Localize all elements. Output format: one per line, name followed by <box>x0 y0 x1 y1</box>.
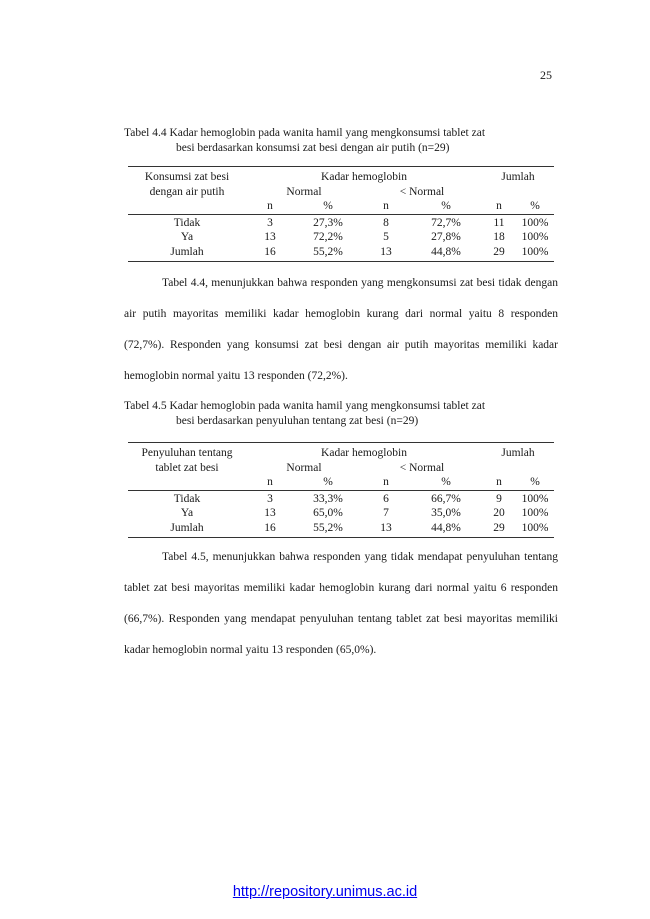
table-cell: 7 <box>383 507 389 519</box>
subheader-cell: % <box>410 199 482 214</box>
subheader-cell: % <box>516 199 554 214</box>
table-cell: 100% <box>521 492 549 505</box>
table-cell: 13 <box>264 507 276 519</box>
table-cell: 6 <box>383 492 389 505</box>
table-cell: 13 <box>380 245 392 258</box>
header-row <box>128 185 554 200</box>
row-label: Tidak <box>173 216 201 229</box>
subheader-cell: n <box>362 475 410 490</box>
row-label: Ya <box>180 231 194 243</box>
subheader-cell: % <box>294 475 362 490</box>
column-header: < Normal <box>399 461 445 474</box>
paragraph-text: Tabel 4.5, menunjukkan bahwa responden yang tidak mendapat penyuluhan tentang tablet zat besi mayoritas memiliki kadar hemoglobin kurang dari normal yaitu 6 responden (66,7%). Responden yang mendapat penyuluhan tentang tablet zat besi mayoritas memiliki kadar hemoglobin normal yaitu 13 responden (65,0%). <box>124 551 558 656</box>
column-group-header: Kadar hemoglobin <box>321 171 407 183</box>
row-label: Jumlah <box>170 521 204 534</box>
caption-line: besi berdasarkan konsumsi zat besi dengan air putih (n=29) <box>176 142 450 154</box>
table-cell: 8 <box>383 216 389 229</box>
subheader-cell: % <box>410 475 482 490</box>
table-caption <box>124 399 558 429</box>
header-row <box>128 443 554 461</box>
table-row <box>128 506 554 521</box>
repository-link[interactable]: http://repository.unimus.ac.id <box>232 884 418 900</box>
table-cell: 16 <box>264 245 276 258</box>
table-cell: 72,2% <box>313 231 343 243</box>
caption-line: besi berdasarkan penyuluhan tentang zat besi (n=29) <box>176 415 419 427</box>
table-caption <box>124 126 558 156</box>
table-cell: 27,8% <box>431 231 461 243</box>
body-paragraph <box>124 542 558 666</box>
table-cell: 13 <box>380 521 392 534</box>
table-cell: 29 <box>493 521 505 534</box>
table-cell: 100% <box>521 231 549 243</box>
subheader-cell: n <box>246 199 294 214</box>
table-cell: 55,2% <box>313 245 343 258</box>
subheader-cell: n <box>246 475 294 490</box>
table-cell: 100% <box>521 245 549 258</box>
paragraph-text: Tabel 4.4, menunjukkan bahwa responden yang mengkonsumsi zat besi tidak dengan air putih mayoritas memiliki kadar hemoglobin kurang dari normal yaitu 8 responden (72,7%). Responden yang konsumsi zat besi dengan air putih mayoritas memiliki kadar hemoglobin normal yaitu 13 responden (72,2%). <box>124 277 558 382</box>
table-cell: 55,2% <box>313 521 343 534</box>
row-label: Ya <box>180 507 194 519</box>
subheader-cell: n <box>362 199 410 214</box>
page-number: 25 <box>540 68 552 82</box>
table-cell: 100% <box>521 216 549 229</box>
table-cell: 16 <box>264 521 276 534</box>
table-cell: 3 <box>267 492 273 505</box>
table-cell: 3 <box>267 216 273 229</box>
header-row <box>128 167 554 185</box>
column-header: Penyuluhan tentang <box>141 447 233 459</box>
header-row <box>128 461 554 476</box>
table-cell: 13 <box>264 231 276 243</box>
column-header: tablet zat besi <box>155 461 219 474</box>
column-header: Normal <box>286 461 322 474</box>
table-row <box>128 230 554 245</box>
table-cell: 5 <box>383 231 389 243</box>
table-cell: 66,7% <box>431 492 461 505</box>
data-table <box>128 166 554 262</box>
column-header: < Normal <box>399 185 445 198</box>
table-row <box>128 490 554 506</box>
table-cell: 100% <box>521 507 549 519</box>
subheader-cell: n <box>482 199 516 214</box>
caption-line: Tabel 4.4 Kadar hemoglobin pada wanita hamil yang mengkonsumsi tablet zat <box>124 127 486 139</box>
column-group-header: Kadar hemoglobin <box>321 447 407 459</box>
subheader-cell: % <box>294 199 362 214</box>
table-cell: 33,3% <box>313 492 343 505</box>
column-header: dengan air putih <box>149 185 225 198</box>
table-cell: 65,0% <box>313 507 343 519</box>
data-table <box>128 442 554 538</box>
table-row <box>128 245 554 262</box>
table-row <box>128 214 554 230</box>
table-cell: 11 <box>493 216 505 229</box>
subheader-cell: n <box>482 475 516 490</box>
body-paragraph <box>124 268 558 392</box>
table-cell: 72,7% <box>431 216 461 229</box>
row-label: Jumlah <box>170 245 204 258</box>
table-row <box>128 521 554 538</box>
table-cell: 44,8% <box>431 245 461 258</box>
column-header: Normal <box>286 185 322 198</box>
column-header: Jumlah <box>501 171 535 183</box>
table-cell: 18 <box>493 231 505 243</box>
row-label: Tidak <box>173 492 201 505</box>
table-cell: 100% <box>521 521 549 534</box>
subheader-row <box>128 199 554 214</box>
table-cell: 35,0% <box>431 507 461 519</box>
column-header: Jumlah <box>501 447 535 459</box>
table-cell: 20 <box>493 507 505 519</box>
table-cell: 9 <box>496 492 502 505</box>
column-header: Konsumsi zat besi <box>144 171 230 183</box>
table-cell: 27,3% <box>313 216 343 229</box>
table-cell: 29 <box>493 245 505 258</box>
caption-line: Tabel 4.5 Kadar hemoglobin pada wanita hamil yang mengkonsumsi tablet zat <box>124 400 486 412</box>
table-cell: 44,8% <box>431 521 461 534</box>
subheader-cell: % <box>516 475 554 490</box>
subheader-row <box>128 475 554 490</box>
